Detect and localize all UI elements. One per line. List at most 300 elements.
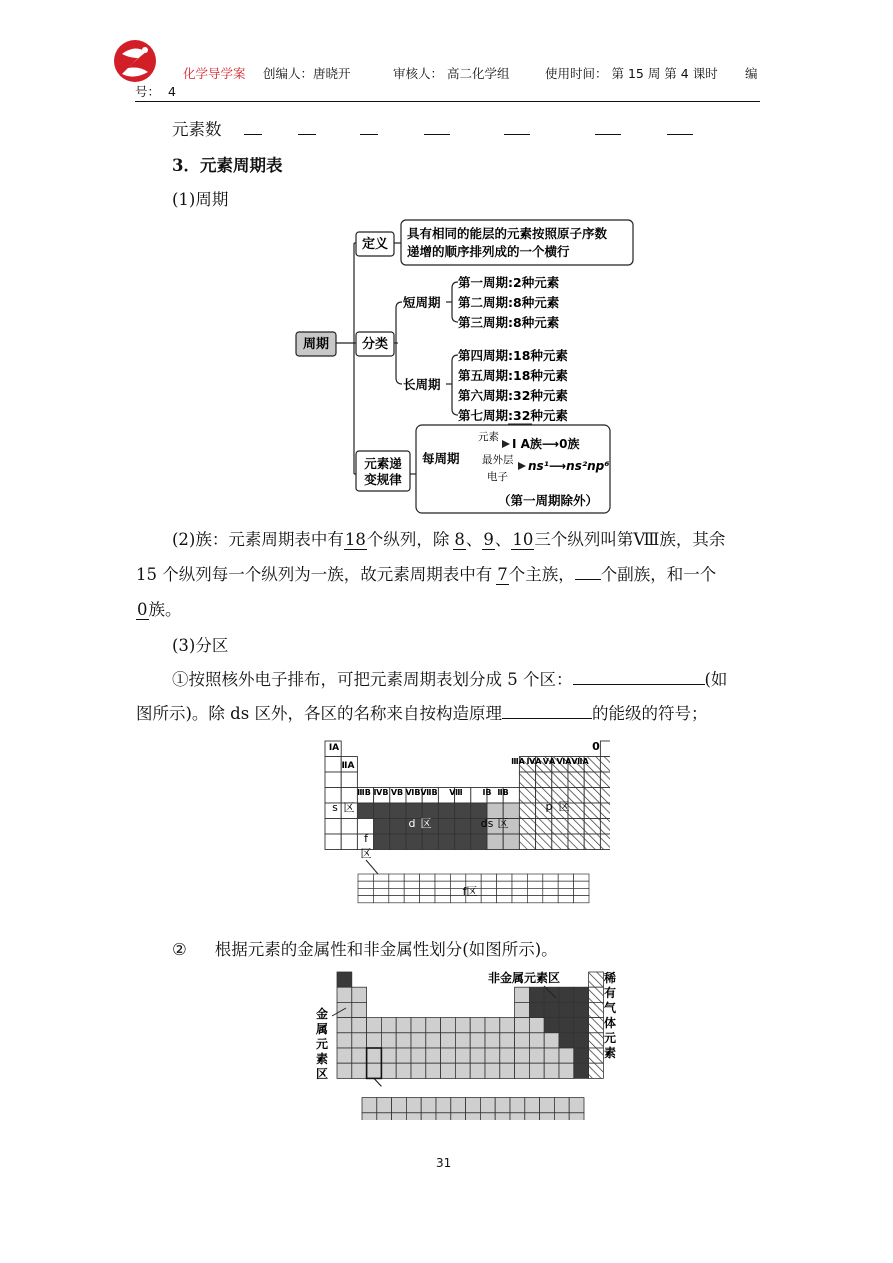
d-block-cell [406,834,422,850]
period-each-label: 每周期 [422,451,460,466]
label-VIIA: ⅦA [571,757,589,766]
metal-cell [381,1018,396,1033]
page-number: 31 [436,1156,452,1170]
metal-cell [337,1002,352,1017]
f-row-cell [392,1113,407,1120]
metal-cell [529,1048,544,1063]
header-rule [135,101,760,102]
metal-cell [381,1063,396,1078]
f-block-cell [389,874,404,881]
metal-cell [544,1048,559,1063]
f-block-cell [574,881,589,888]
lanthanide-pointer [374,1078,381,1086]
f-block-cell [481,896,496,903]
f-row-cell [495,1098,510,1113]
d-block-cell [390,819,406,835]
nonmetal-cell [574,1002,589,1017]
f-block-cell [358,881,373,888]
period-long-item: 第四周期:18种元素 [458,348,568,363]
noble-gas-cell [589,1033,604,1048]
label-IVA: ⅣA [526,757,542,766]
f-block-cell [527,881,542,888]
metal-cell [411,1063,426,1078]
noble-label-char: 稀 [603,971,617,985]
label-VIB: ⅥB [405,788,421,797]
p-block-cell [536,772,552,788]
metal-cell [544,1033,559,1048]
metal-cell [544,1063,559,1078]
f-block-cell [435,874,450,881]
metal-cell [337,1063,352,1078]
noble-gas-cell [589,1063,604,1078]
metal-cell [396,1018,411,1033]
noble-gas-cell [589,987,604,1002]
metal-cell [470,1063,485,1078]
period-short-item: 第二周期:8种元素 [458,295,560,310]
metal-cell [337,1033,352,1048]
zone-blank-1 [573,670,705,685]
metal-cell [470,1048,485,1063]
metal-cell [411,1048,426,1063]
f-block-cell [558,888,573,895]
f-row-cell [421,1113,436,1120]
f-block-cell [497,874,512,881]
group-answer-7: 7 [497,565,508,584]
p-block-cell [519,788,535,804]
metal-cell [529,1063,544,1078]
label-IA: ⅠA [328,743,340,753]
label-zero: 0 [592,740,600,753]
f-block-cell [373,888,388,895]
f-row-cell [540,1098,555,1113]
period-long-item: 第六周期:32种元素 [458,388,568,403]
f-row-cell [466,1098,481,1113]
period-short-label: 短周期 [403,295,441,310]
metal-cell [411,1018,426,1033]
f-row-cell [554,1113,569,1120]
d-block-cell [374,819,390,835]
label-f: f [364,832,368,845]
p-block-cell [600,772,610,788]
metal-cell [337,1018,352,1033]
label-d-qu: 区 [420,817,432,830]
p-block-cell [536,819,552,835]
d-block-cell [422,834,438,850]
nonmetal-cell [559,1033,574,1048]
f-row-cell [480,1098,495,1113]
s-block-cell [341,772,357,788]
period-root-label: 周期 [302,337,330,352]
f-row-cell [377,1098,392,1113]
metal-cell [485,1048,500,1063]
metal-cell [455,1048,470,1063]
metal-cell [441,1048,456,1063]
d-block-cell [374,834,390,850]
f-row-cell [525,1113,540,1120]
s-block-cell [341,834,357,850]
f-block-cell [358,874,373,881]
f-block-cell [373,881,388,888]
f-row-cell [510,1113,525,1120]
p-block-cell [519,803,535,819]
s-block-cell [325,834,341,850]
metal-cell [426,1033,441,1048]
metal-label-char: 素 [315,1052,329,1066]
f-block-cell [389,881,404,888]
f-row-cell [436,1113,451,1120]
p-block-cell [568,772,584,788]
element-count-label: 元素数 [172,120,222,139]
f-block-cell [497,881,512,888]
label-ds: ds [480,817,494,830]
blank-5 [504,134,530,135]
nonmetal-cell [529,987,544,1002]
zone-heading: (3)分区 [172,636,229,655]
group-para-line-3: 0族。 [137,600,182,619]
nonmetal-cell [337,972,352,987]
group-answer-8: 8 [454,530,465,549]
metal-cell [352,987,367,1002]
d-block-cell [455,819,471,835]
metal-cell [367,1033,382,1048]
f-block-cell [481,888,496,895]
period-def-text-1: 具有相同的能层的元素按照原子序数 [407,226,608,241]
label-VA: ⅤA [542,757,556,766]
blank-3 [360,134,378,135]
f-row-cell [406,1098,421,1113]
section3-title: 3．元素周期表 [172,156,283,175]
f-block-cell [466,874,481,881]
metal-cell [485,1033,500,1048]
s-block-cell [325,819,341,835]
period-trend-label-2: 变规律 [364,472,402,487]
p-block-cell [584,788,600,804]
blank-2 [298,134,316,135]
metal-cell [455,1063,470,1078]
group-answer-18: 18 [344,530,366,549]
metal-cell [411,1033,426,1048]
d-block-cell [455,834,471,850]
label-IB: ⅠB [482,788,492,797]
period-arrow2-text: ns¹⟶ns²np⁶ [528,459,610,473]
label-s: s [332,801,338,814]
label-IIIB: ⅢB [357,788,371,797]
metal-cell [352,1002,367,1017]
f-block-cell [404,881,419,888]
metal-cell [500,1018,515,1033]
label-VIII: Ⅷ [449,788,463,797]
metal-cell [515,1002,530,1017]
f-row-cell [392,1098,407,1113]
f-row-cell [362,1098,377,1113]
f-row-cell [554,1098,569,1113]
metal-cell [352,1048,367,1063]
f-block-cell [420,888,435,895]
f-block-cell [358,896,373,903]
metal-label [315,1006,328,1081]
period-class-label: 分类 [361,337,389,352]
f-block-cell [527,874,542,881]
nonmetal-cell [559,1002,574,1017]
f-block-cell [373,896,388,903]
metal-label-char: 属 [315,1022,329,1036]
header-number-label-2: 号： [135,84,161,99]
f-block-cell [389,888,404,895]
label-VIIB: ⅦB [420,788,438,797]
nonmetal-cell [559,987,574,1002]
p-block-cell [600,834,610,850]
metal-label-char: 区 [315,1067,329,1081]
period-arrow2-top: 最外层 [482,454,514,466]
metal-cell [396,1048,411,1063]
metal-periodic-table [312,968,622,1120]
metal-cell [352,1063,367,1078]
group-answer-9: 9 [483,530,494,549]
metal-cell [559,1063,574,1078]
nonmetal-cell [544,987,559,1002]
f-block-cell [512,888,527,895]
metal-cell [367,1018,382,1033]
nonmetal-cell [529,1002,544,1017]
noble-label-char: 元 [603,1031,617,1045]
label-VB: ⅤB [390,788,404,797]
label-f-qu: 区 [360,847,372,860]
f-row-cell [436,1098,451,1113]
f-block-cell [481,881,496,888]
logo-icon [112,38,158,84]
noble-label-char: 体 [603,1016,617,1030]
nonmetal-cell [574,1033,589,1048]
f-row-cell [495,1113,510,1120]
group-para-line-1: (2)族：元素周期表中有18个纵列，除 8、9、10三个纵列叫第Ⅷ族，其余 [172,530,726,549]
blank-4 [424,134,450,135]
nonmetal-cell [574,1048,589,1063]
metal-cell [515,1063,530,1078]
period-def-label: 定义 [361,237,389,252]
p-block-cell [552,772,568,788]
f-row-cell [377,1113,392,1120]
block-periodic-table [320,736,610,908]
label-f-bottom: f区 [462,885,478,898]
noble-gas-cell [589,972,604,987]
header-brand: 化学导学案 [183,66,246,81]
f-block-cell [435,888,450,895]
f-block-cell [497,888,512,895]
group-blank-sub [575,565,601,580]
f-block-cell [358,888,373,895]
label-s-qu: 区 [343,801,355,814]
metal-cell [367,1048,382,1063]
period-arrow1-text: Ⅰ A族⟶0族 [512,437,580,451]
f-row-cell [569,1113,584,1120]
header-reviewer: 审核人： 高二化学组 [393,66,510,81]
p-block-cell [568,819,584,835]
f-block-cell [574,888,589,895]
metal-cell [515,1048,530,1063]
metal-label-char: 元 [315,1037,329,1051]
s-block-cell [325,757,341,773]
metal-cell [470,1033,485,1048]
f-block-cell [512,896,527,903]
d-block-cell [438,803,454,819]
f-block-cell [373,874,388,881]
period-long-item: 第五周期:18种元素 [458,368,568,383]
period-trend-label-1: 元素递 [364,456,402,471]
p-block-cell [600,788,610,804]
period-arrow2-bot: 电子 [487,471,508,483]
f-block-cell [481,874,496,881]
zone-blank-2 [502,704,592,719]
header-time: 使用时间： 第 15 周 第 4 课时 [545,66,718,81]
period-long-item: 第七周期:32种元素 [458,408,568,423]
metal-cell [396,1063,411,1078]
header-number-label-1: 编 [745,66,758,81]
ds-block-cell [487,834,503,850]
label-IIIA: ⅢA [511,757,525,766]
noble-label-char: 素 [603,1046,617,1060]
label-IVB: ⅣB [373,788,389,797]
f-block-cell [543,896,558,903]
f-row-cell [421,1098,436,1113]
metal-cell [396,1033,411,1048]
p-block-cell [600,757,610,773]
d-block-cell [438,834,454,850]
label-p: p [545,800,553,813]
p-block-cell [600,819,610,835]
metal-cell [426,1048,441,1063]
p-block-cell [568,803,584,819]
ds-block-cell [503,834,519,850]
f-row-cell [569,1098,584,1113]
noble-gas-cell [589,1002,604,1017]
zone-para-line-2: 图所示)。除 ds 区外，各区的名称来自按构造原理 的能级的符号； [136,704,708,723]
f-row-cell [525,1098,540,1113]
f-block-cell [497,896,512,903]
metal-cell [455,1033,470,1048]
f-block-cell [404,874,419,881]
p-block-cell [568,788,584,804]
f-row-cell [480,1113,495,1120]
period-short-item: 第三周期:8种元素 [458,315,560,330]
metal-cell [426,1063,441,1078]
metal-cell [515,987,530,1002]
f-block-cell [527,888,542,895]
f-row-cell [510,1098,525,1113]
label-ds-qu: 区 [497,817,509,830]
label-p-qu: 区 [558,800,570,813]
p-block-cell [584,772,600,788]
metal-cell [455,1018,470,1033]
label-VIA: ⅥA [556,757,572,766]
f-block-cell [512,874,527,881]
p-block-cell [584,819,600,835]
metal-cell [529,1018,544,1033]
metal-cell [559,1048,574,1063]
nonmetal-cell [559,1018,574,1033]
metal-cell [337,1048,352,1063]
f-block-cell [450,874,465,881]
f-block-cell [574,874,589,881]
period-heading: (1)周期 [172,190,229,209]
p-block-cell [519,819,535,835]
period-long-label: 长周期 [403,377,441,392]
p-block-cell [584,834,600,850]
metal-cell [367,1063,382,1078]
f-block-cell [404,888,419,895]
p-block-cell [568,834,584,850]
noble-label-char: 有 [603,986,617,1000]
d-block-cell [390,803,406,819]
f-block-cell [527,896,542,903]
header-number-value: 4 [168,84,176,99]
metal-cell [441,1033,456,1048]
f-block-cell [389,896,404,903]
metal-cell [470,1018,485,1033]
metal-para: ② 根据元素的金属性和非金属性划分(如图所示)。 [172,940,558,959]
d-block-cell [438,819,454,835]
header-editor: 创编人：唐晓开 [263,66,351,81]
f-block-cell [543,874,558,881]
f-row-cell [451,1098,466,1113]
nonmetal-cell [544,1018,559,1033]
f-block-cell [543,888,558,895]
metal-cell [500,1063,515,1078]
f-block-cell [574,896,589,903]
f-block-cell [404,896,419,903]
f-block-cell [512,881,527,888]
f-block-cell [558,881,573,888]
metal-cell [352,1033,367,1048]
f-row-cell [362,1113,377,1120]
d-block-cell [455,803,471,819]
period-except: （第一周期除外） [498,493,599,508]
label-IIB: ⅡB [497,788,509,797]
p-block-cell [552,819,568,835]
f-block-cell [558,874,573,881]
f-block-cell [420,874,435,881]
metal-cell [381,1033,396,1048]
d-block-cell [374,803,390,819]
group-answer-0: 0 [137,600,148,619]
metal-label-char: 金 [315,1007,329,1021]
f-row-cell [406,1113,421,1120]
f-row-cell [451,1113,466,1120]
f-block-cell [558,896,573,903]
nonmetal-label: 非金属元素区 [487,971,561,985]
label-d: d [408,817,416,830]
zone-para-line-1: ①按照核外电子排布，可把元素周期表划分成 5 个区： (如 [172,670,728,689]
group-answer-10: 10 [512,530,534,549]
metal-cell [441,1018,456,1033]
f-row-cell [466,1113,481,1120]
p-block-cell [519,834,535,850]
metal-cell [381,1048,396,1063]
f-row-cell [540,1113,555,1120]
blank-6 [595,134,621,135]
s-block-cell [341,819,357,835]
metal-cell [500,1048,515,1063]
p-block-cell [519,772,535,788]
label-IIA: ⅡA [341,761,355,771]
metal-cell [441,1063,456,1078]
p-block-cell [584,803,600,819]
table-cell [600,741,610,757]
nonmetal-cell [544,1002,559,1017]
p-block-cell [536,834,552,850]
metal-cell [515,1018,530,1033]
s-block-cell [325,772,341,788]
metal-cell [529,1033,544,1048]
